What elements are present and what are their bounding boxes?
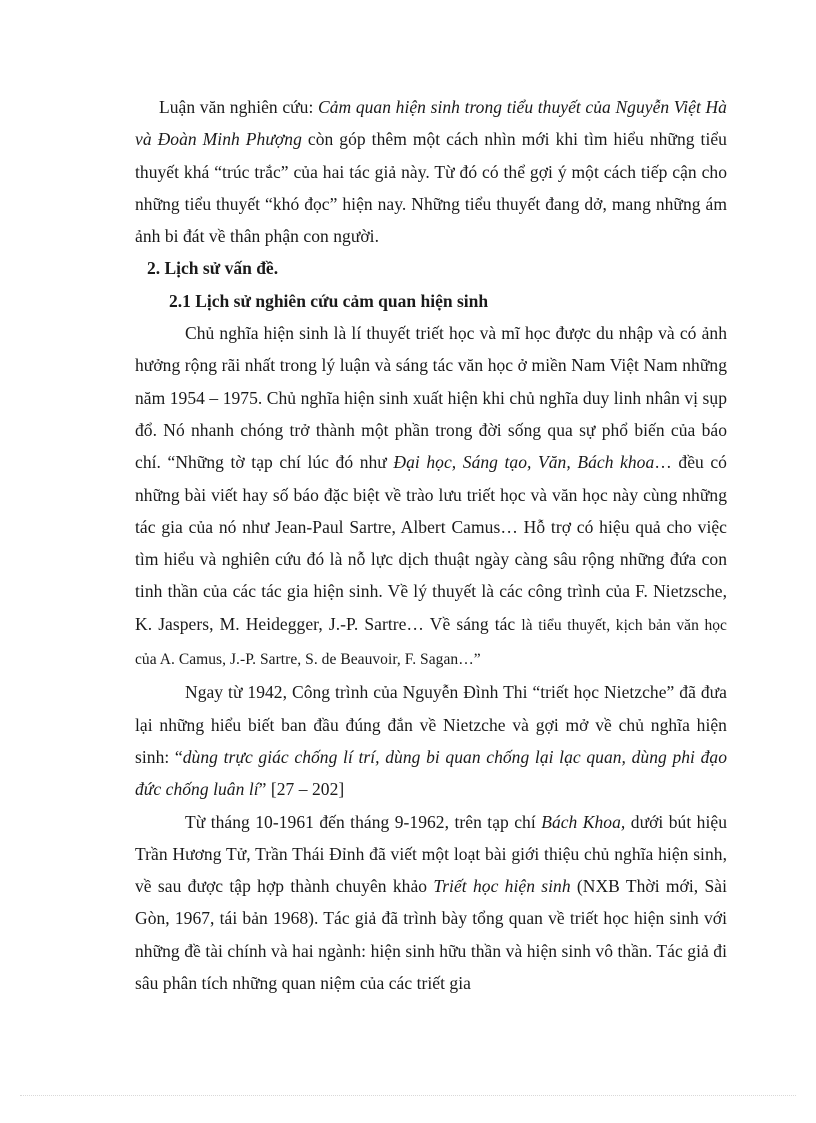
text-run: ” [27 – 202] [258, 779, 345, 800]
text-run: Ngay từ 1942, Công trình của Nguyễn Đình Thi “triết học Nietzche” đã đưa lại những hiểu biết ban đầu đúng đắn về Nietzche và gợi mở về chủ nghĩa hiện sinh: “ [135, 682, 727, 767]
thesis-title-italic: Cảm quan hiện sinh trong tiểu thuyết của Nguyễn Việt Hà và Đoàn Minh Phượng [135, 97, 727, 150]
book-title-italic: Triết học hiện sinh [433, 876, 571, 897]
text-run: … đều có những bài viết hay số báo đặc biệt về trào lưu triết học và văn học này cùng những tác gia của nó như Jean-Paul Sartre, Albert Camus… Hỗ trợ có hiệu quả cho việc tìm hiểu và nghiên cứu đó là nỗ lực dịch thuật ngày càng sâu rộng những đứa con tinh thần của các tác gia hiện sinh. Về lý thuyết là các công trình của F. Nietzsche, K. Jaspers, M. Heidegger, J.-P. Sartre… Về sáng tác [135, 452, 727, 634]
quote-italic: dùng trực giác chống lí trí, dùng bi quan chống lại lạc quan, dùng phi đạo đức chống luân lí [135, 746, 728, 800]
journal-name-italic: Bách Khoa, [541, 811, 626, 832]
text-run: Luận văn nghiên cứu: [159, 97, 319, 117]
intro-paragraph [135, 91, 727, 252]
text-run: Chủ nghĩa hiện sinh là lí thuyết triết học và mĩ học được du nhập và có ảnh hưởng rộng rãi nhất trong lý luận và sáng tác văn học ở miền Nam Việt Nam những năm 1954 – 1975. Chủ nghĩa hiện sinh xuất hiện khi chủ nghĩa duy linh nhân vị sụp đổ. Nó nhanh chóng trở thành một phần trong đời sống qua sự phổ biến của báo chí. “Những tờ tạp chí lúc đó như [135, 323, 727, 473]
document-page [135, 91, 727, 999]
text-run-small: là tiểu thuyết, kịch bản văn học của A. Camus, J.-P. Sartre, S. de Beauvoir, F. Sagan…” [135, 616, 727, 669]
text-run: còn góp thêm một cách nhìn mới khi tìm hiểu những tiểu thuyết khá “trúc trắc” của hai tác giả này. Từ đó có thể gợi ý một cách tiếp cận cho những tiểu thuyết “khó đọc” hiện nay. Những tiểu thuyết đang dở, mang những ám ảnh bi đát về thân phận con người. [135, 129, 727, 247]
text-run: Từ tháng 10-1961 đến tháng 9-1962, trên tạp chí [185, 811, 542, 832]
body-paragraph-tran-thai-dinh [135, 806, 727, 1000]
page-bottom-divider [20, 1095, 796, 1096]
text-run: dưới bút hiệu Trần Hương Tử, Trần Thái Đỉnh đã viết một loạt bài giới thiệu chủ nghĩa hiện sinh, về sau được tập hợp thành chuyên khảo [135, 811, 728, 897]
text-run: (NXB Thời mới, Sài Gòn, 1967, tái bản 1968). Tác giả đã trình bày tổng quan về triết học hiện sinh với những đề tài chính và hai ngành: hiện sinh hữu thần và hiện sinh vô thần. Tác giả đi sâu phân tích những quan niệm của các triết gia [135, 876, 727, 994]
journal-names-italic: Đại học, Sáng tạo, Văn, Bách khoa [393, 452, 655, 473]
subsection-heading: 2.1 Lịch sử nghiên cứu cảm quan hiện sinh [169, 290, 489, 311]
body-paragraph-nietzsche [135, 676, 727, 805]
body-paragraph-existentialism [135, 317, 727, 676]
section-heading: 2. Lịch sử vấn đề. [147, 258, 279, 279]
